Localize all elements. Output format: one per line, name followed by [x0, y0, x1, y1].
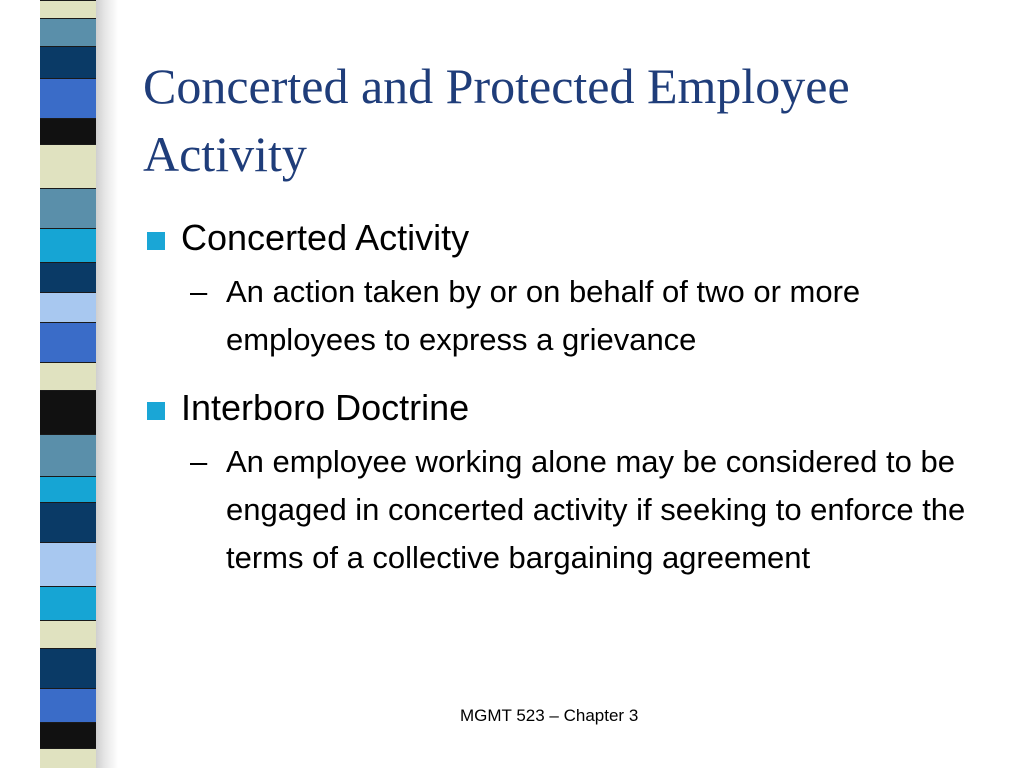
square-bullet-icon [147, 402, 165, 420]
decorative-stripe [40, 476, 96, 502]
slide-footer: MGMT 523 – Chapter 3 [460, 706, 639, 725]
slide-content [143, 212, 1003, 600]
decorative-stripe [40, 262, 96, 292]
sub-bullet-text: An action taken by or on behalf of two or more employees to express a grievance [226, 274, 861, 357]
sub-bullet-concerted-definition [190, 268, 1003, 364]
bullet-text: Interboro Doctrine [181, 387, 470, 428]
decorative-stripe [40, 542, 96, 586]
decorative-stripe [40, 748, 96, 768]
decorative-stripe [40, 18, 96, 46]
decorative-stripe [40, 0, 96, 18]
decorative-stripe [40, 78, 96, 118]
decorative-stripe [40, 118, 96, 144]
decorative-stripe [40, 434, 96, 476]
decorative-stripe [40, 390, 96, 434]
decorative-stripe [40, 144, 96, 188]
stripe-shadow [96, 0, 118, 768]
dash-marker: – [190, 444, 208, 479]
decorative-stripe-column [0, 0, 118, 768]
sub-bullet-text: An employee working alone may be considered to be engaged in concerted activity if seeking to enforce the terms of a collective bargaining agreement [226, 444, 966, 575]
decorative-stripe [40, 586, 96, 620]
decorative-stripe [40, 188, 96, 228]
dash-marker: – [190, 274, 208, 309]
slide-title: Concerted and Protected Employee Activity [143, 58, 850, 182]
decorative-stripe [40, 620, 96, 648]
bullet-interboro-doctrine [143, 382, 1003, 434]
square-bullet-icon [147, 232, 165, 250]
decorative-stripe [40, 648, 96, 688]
decorative-stripe [40, 502, 96, 542]
decorative-stripe [40, 46, 96, 78]
decorative-stripe [40, 362, 96, 390]
decorative-stripe [40, 688, 96, 722]
bullet-text: Concerted Activity [181, 217, 470, 258]
sub-bullet-interboro-definition [190, 438, 1003, 582]
decorative-stripe [40, 292, 96, 322]
decorative-stripe [40, 322, 96, 362]
bullet-concerted-activity [143, 212, 1003, 264]
decorative-stripe [40, 722, 96, 748]
decorative-stripe [40, 228, 96, 262]
